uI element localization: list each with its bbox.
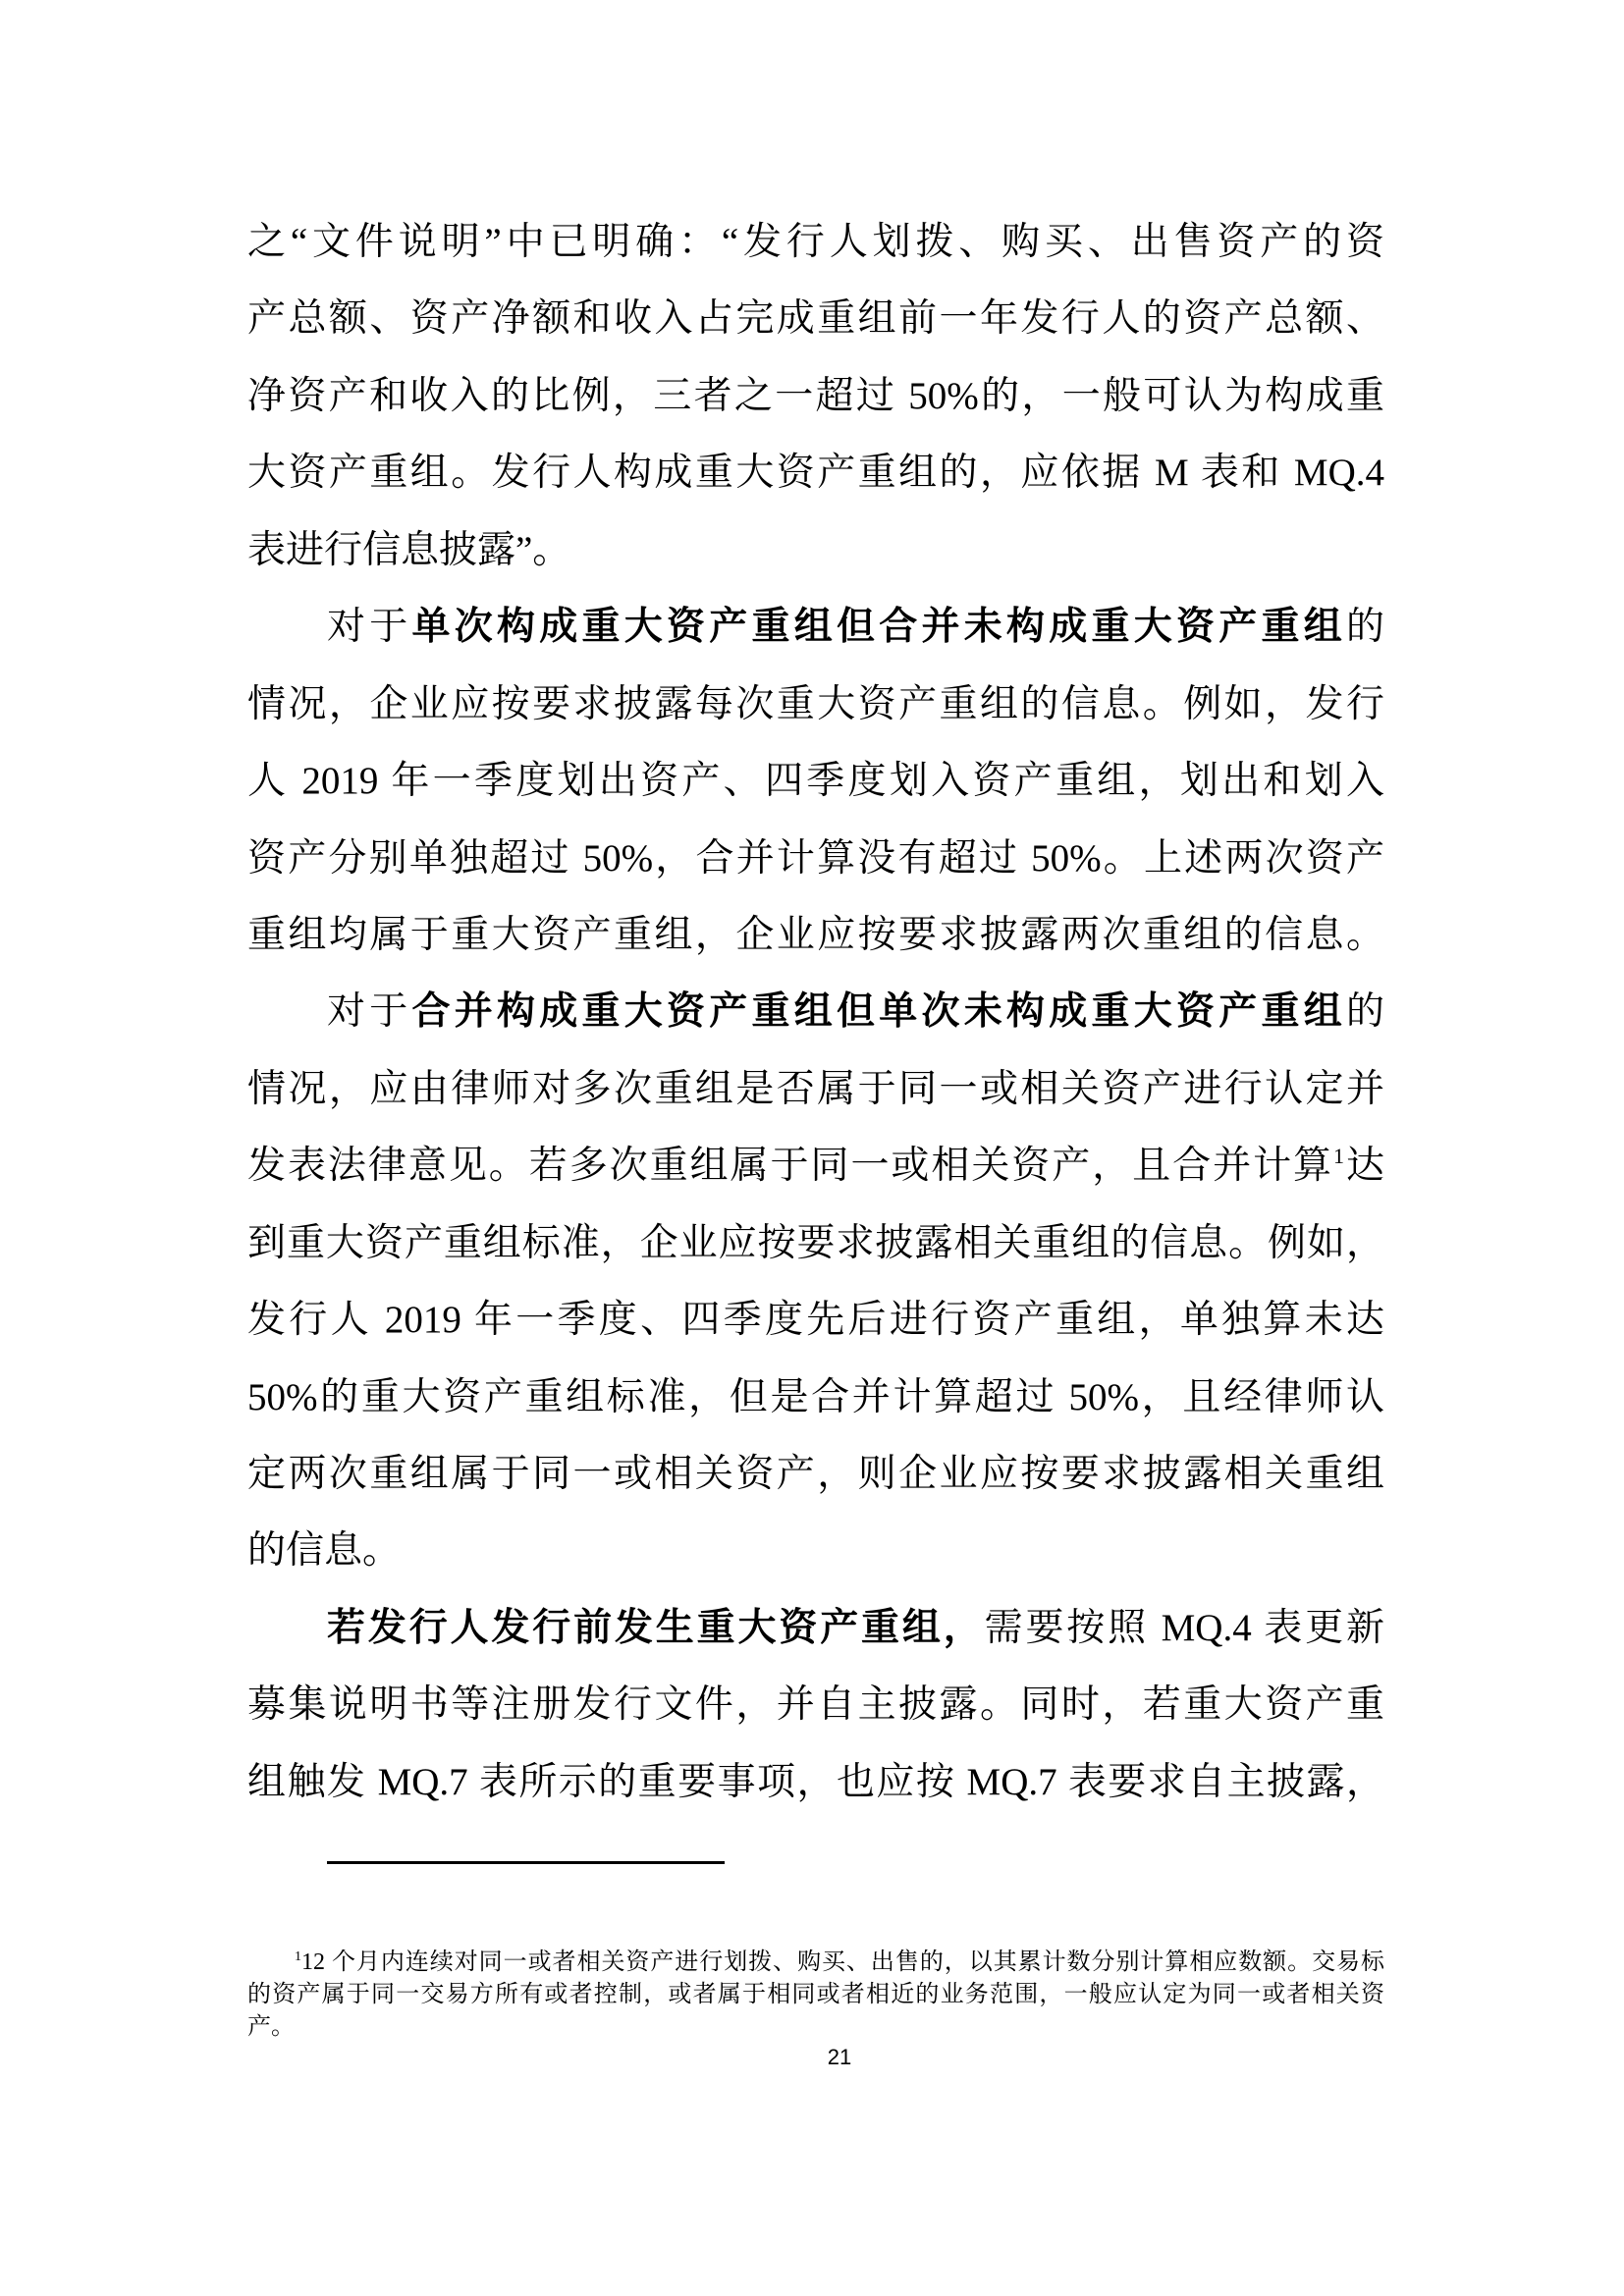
paragraph-3 [247,974,1384,1590]
line-text: 的 [1345,606,1384,649]
emphasis-text: 若发行人发行前发生重大资产重组， [327,1605,985,1650]
text-line: 情况，企业应按要求披露每次重大资产重组的信息。例如，发行 [247,682,1384,725]
line-text: 发表法律意见。若多次重组属于同一或相关资产，且合并计算 [247,1145,1334,1188]
text-line: 组触发 MQ.7 表所示的重要事项，也应按 MQ.7 表要求自主披露， [247,1760,1384,1803]
line-text: 的 [1345,990,1384,1034]
emphasis-text: 合并构成重大资产重组但单次未构成重大资产重组 [411,989,1346,1035]
text-line: 之“文件说明”中已明确：“发行人划拨、购买、出售资产的资 [247,221,1384,263]
text-line: 重组均属于重大资产重组，企业应按要求披露两次重组的信息。 [247,913,1384,956]
text-line [247,974,1384,1050]
text-line: 资产分别单独超过 50%，合并计算没有超过 50%。上述两次资产 [247,836,1384,880]
emphasis-text: 单次构成重大资产重组但合并未构成重大资产重组 [411,605,1346,650]
text-line: 50%的重大资产重组标准，但是合并计算超过 50%，且经律师认 [247,1375,1384,1418]
text-line [247,589,1384,666]
text-line: 发行人 2019 年一季度、四季度先后进行资产重组，单独算未达 [247,1299,1384,1342]
footnote-line [247,1947,1384,1979]
text-line: 到重大资产重组标准，企业应按要求披露相关重组的信息。例如， [247,1221,1384,1264]
text-line: 的信息。 [247,1529,402,1573]
text-line: 募集说明书等注册发行文件，并自主披露。同时，若重大资产重 [247,1683,1384,1727]
paragraph-4 [247,1590,1384,1821]
line-text: 对于 [327,990,412,1034]
footnote-marker: 1 [295,1949,301,1964]
footnote-line: 的资产属于同一交易方所有或者控制，或者属于相同或者相近的业务范围，一般应认定为同一或者相关资 [247,1982,1384,2007]
page-number: 21 [827,2045,852,2069]
footnote-reference: 1 [1333,1144,1345,1169]
text-line: 净资产和收入的比例，三者之一超过 50%的，一般可认为构成重 [247,374,1384,417]
footnote-line: 产。 [247,2014,295,2040]
paragraph-2 [247,589,1384,974]
text-line: 大资产重组。发行人构成重大资产重组的，应依据 M 表和 MQ.4 [247,452,1384,495]
footnote-text: 12 个月内连续对同一或者相关资产进行划拨、购买、出售的，以其累计数分别计算相应数额。交易标 [301,1949,1384,1975]
text-line [247,1590,1384,1667]
footnote [247,1947,1384,2044]
text-line: 表进行信息披露”。 [247,528,571,571]
line-text: 达 [1344,1145,1384,1188]
text-line [247,1128,1384,1204]
text-line: 产总额、资产净额和收入占完成重组前一年发行人的资产总额、 [247,297,1384,341]
line-text: 需要按照 MQ.4 表更新 [984,1606,1384,1649]
text-line: 人 2019 年一季度划出资产、四季度划入资产重组，划出和划入 [247,760,1384,803]
text-line: 定两次重组属于同一或相关资产，则企业应按要求披露相关重组 [247,1453,1384,1495]
body-text [247,204,1384,1821]
line-text: 对于 [327,606,412,649]
footnote-separator [327,1861,725,1864]
paragraph-1 [247,204,1384,589]
text-line: 情况，应由律师对多次重组是否属于同一或相关资产进行认定并 [247,1067,1384,1110]
